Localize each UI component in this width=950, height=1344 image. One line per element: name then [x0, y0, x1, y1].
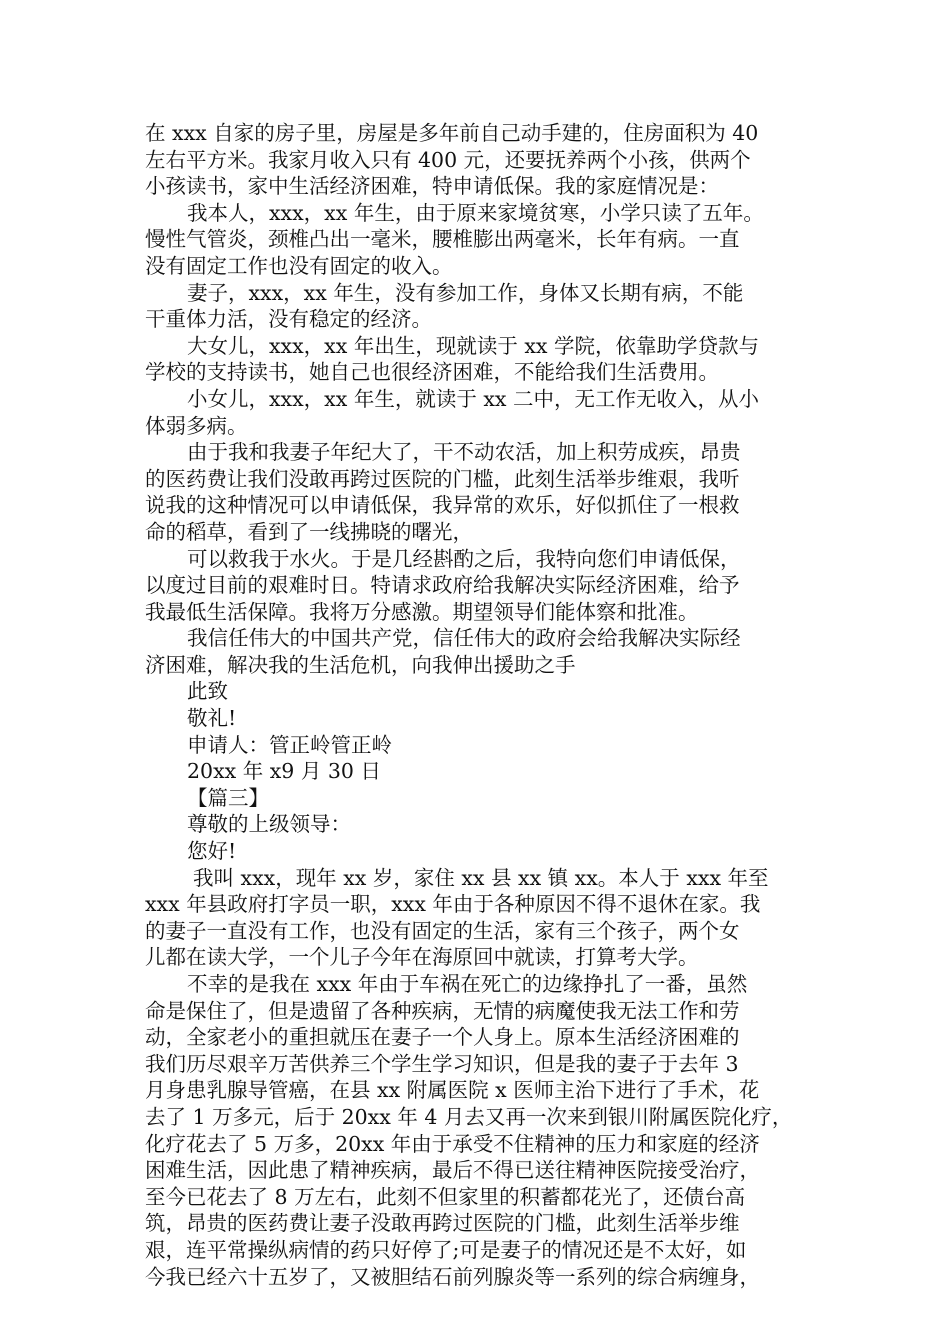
- text-line: 的医药费让我们没敢再跨过医院的门槛，此刻生活举步维艰，我听: [145, 466, 740, 491]
- text-line: 今我已经六十五岁了，又被胆结石前列腺炎等一系列的综合病缠身，: [145, 1264, 760, 1289]
- text-line: 化疗花去了 5 万多，20xx 年由于承受不住精神的压力和家庭的经济: [145, 1131, 760, 1156]
- text-line: 至今已花去了 8 万左右，此刻不但家里的积蓄都花光了，还债台高: [145, 1184, 746, 1209]
- text-line: 慢性气管炎，颈椎凸出一毫米，腰椎膨出两毫米，长年有病。一直: [145, 227, 740, 252]
- text-line: 月身患乳腺导管癌，在县 xx 附属医院 x 医师主治下进行了手术，花: [145, 1078, 760, 1103]
- text-line: 学校的支持读书，她自己也很经济困难，不能给我们生活费用。: [145, 360, 719, 385]
- text-line: 艰，连平常操纵病情的药只好停了;可是妻子的情况还是不太好，如: [145, 1237, 747, 1262]
- text-line: 小孩读书，家中生活经济困难，特申请低保。我的家庭情况是：: [145, 174, 719, 199]
- text-line: 的妻子一直没有工作，也没有固定的生活，家有三个孩子，两个女: [145, 918, 740, 943]
- paragraph-start-line: 由于我和我妻子年纪大了，干不动农活，加上积劳成疾，昂贵: [187, 440, 741, 465]
- paragraph-start-line: 我本人，xxx，xx 年生，由于原来家境贫寒，小学只读了五年。: [187, 200, 764, 225]
- paragraph-start-line: 我信任伟大的中国共产党，信任伟大的政府会给我解决实际经: [187, 626, 741, 651]
- section-heading: 【篇三】: [187, 785, 269, 810]
- text-line: 筑，昂贵的医药费让妻子没敢再跨过医院的门槛，此刻生活举步维: [145, 1211, 740, 1236]
- paragraph-start-line: 可以救我于水火。于是几经斟酌之后，我特向您们申请低保，: [187, 546, 741, 571]
- salutation-line: 敬礼!: [187, 706, 237, 731]
- text-line: 动，全家老小的重担就压在妻子一个人身上。原本生活经济困难的: [145, 1025, 740, 1050]
- paragraph-start-line: 我叫 xxx，现年 xx 岁，家住 xx 县 xx 镇 xx。本人于 xxx 年至: [193, 865, 769, 890]
- text-line: 命是保住了，但是遗留了各种疾病，无情的病魔使我无法工作和劳: [145, 998, 740, 1023]
- text-line: 儿都在读大学，一个儿子今年在海原回中就读，打算考大学。: [145, 945, 699, 970]
- applicant-line: 申请人：管正岭管正岭: [187, 732, 392, 757]
- text-line: xxx 年县政府打字员一职，xxx 年由于各种原因不得不退休在家。我: [145, 892, 761, 917]
- text-line: 以度过目前的艰难时日。特请求政府给我解决实际经济困难，给予: [145, 573, 740, 598]
- text-line: 没有固定工作也没有固定的收入。: [145, 253, 453, 278]
- text-line: 命的稻草，看到了一线拂晓的曙光，: [145, 519, 473, 544]
- text-line: 干重体力活，没有稳定的经济。: [145, 307, 432, 332]
- text-line: 困难生活，因此患了精神疾病，最后不得已送往精神医院接受治疗，: [145, 1158, 760, 1183]
- paragraph-start-line: 不幸的是我在 xxx 年由于车祸在死亡的边缘挣扎了一番，虽然: [187, 972, 748, 996]
- document-body: [145, 120, 830, 1290]
- text-line: 说我的这种情况可以申请低保，我异常的欢乐，好似抓住了一根救: [145, 493, 740, 518]
- greeting-line: 您好!: [187, 839, 237, 864]
- text-line: 去了 1 万多元，后于 20xx 年 4 月去又再一次来到银川附属医院化疗，: [145, 1104, 793, 1129]
- text-line: 在 xxx 自家的房子里，房屋是多年前自己动手建的，住房面积为 40: [145, 121, 759, 145]
- paragraph-start-line: 妻子，xxx，xx 年生，没有参加工作，身体又长期有病，不能: [187, 280, 744, 305]
- text-line: 我最低生活保障。我将万分感激。期望领导们能体察和批准。: [145, 599, 699, 624]
- text-line: 体弱多病。: [145, 413, 248, 438]
- text-line: 左右平方米。我家月收入只有 400 元，还要抚养两个小孩，供两个: [145, 147, 751, 172]
- text-line: 我们历尽艰辛万苦供养三个学生学习知识，但是我的妻子于去年 3: [145, 1051, 739, 1076]
- greeting-line: 尊敬的上级领导：: [187, 812, 351, 837]
- date-line: 20xx 年 x9 月 30 日: [187, 759, 381, 784]
- text-line: 济困难，解决我的生活危机，向我伸出援助之手: [145, 652, 576, 677]
- closing-line: 此致: [187, 679, 228, 704]
- paragraph-start-line: 大女儿，xxx，xx 年出生，现就读于 xx 学院，依靠助学贷款与: [187, 333, 759, 358]
- paragraph-start-line: 小女儿，xxx，xx 年生，就读于 xx 二中，无工作无收入，从小: [187, 386, 759, 411]
